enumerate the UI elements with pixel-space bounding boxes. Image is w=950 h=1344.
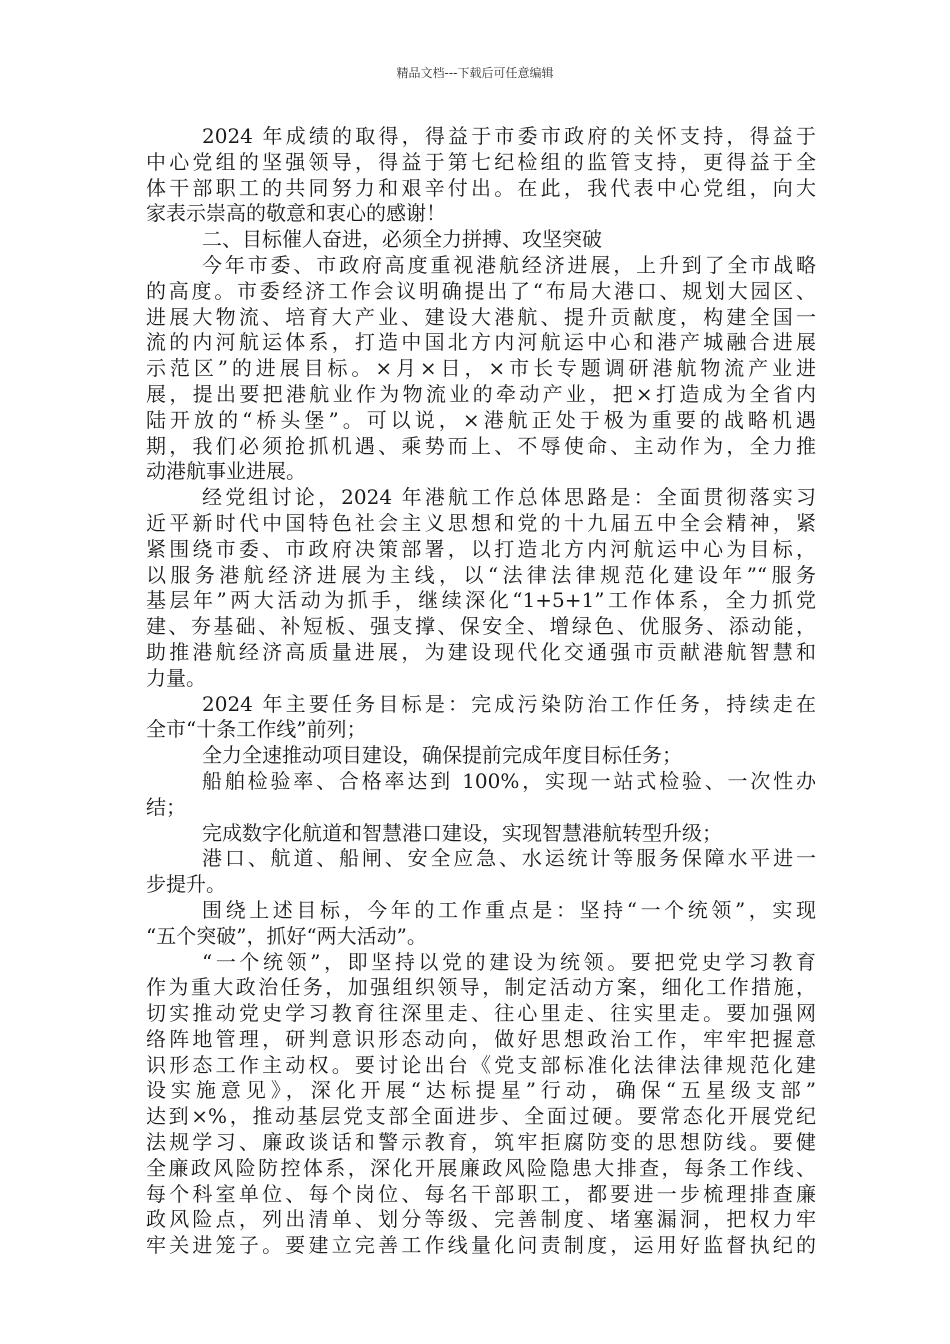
text-line: 围绕上述目标，今年的工作重点是：坚持“一个统领”，实现	[202, 897, 816, 922]
text-line: 助推港航经济高质量进展，为建设现代化交通强市贡献港航智慧和	[146, 639, 816, 664]
text-line: 紧围绕市委、市政府决策部署，以打造北方内河航运中心为目标，	[146, 536, 816, 561]
text-line: 识形态工作主动权。要讨论出台《党支部标准化法律法律规范化建	[146, 1052, 816, 1077]
text-line: 期，我们必须抢抓机遇、乘势而上、不辱使命、主动作为，全力推	[146, 433, 816, 458]
text-line: 船舶检验率、合格率达到 100%，实现一站式检验、一次性办	[202, 768, 816, 793]
text-line: “五个突破”，抓好“两大活动”。	[146, 923, 427, 948]
text-line: 政风险点，列出清单、划分等级、完善制度、堵塞漏洞，把权力牢	[146, 1207, 816, 1232]
text-line: 全力全速推动项目建设，确保提前完成年度目标任务；	[202, 743, 682, 768]
text-line: 建、夯基础、补短板、强支撑、保安全、增绿色、优服务、添动能，	[146, 614, 816, 639]
text-line: 步提升。	[146, 872, 226, 897]
text-line: 展，提出要把港航业作为物流业的牵动产业，把×打造成为全省内	[146, 381, 816, 406]
text-line: 二、目标催人奋进，必须全力拼搏、攻坚突破	[202, 227, 602, 252]
text-line: 的高度。市委经济工作会议明确提出了“布局大港口、规划大园区、	[146, 278, 816, 303]
page-header: 精品文档---下载后可任意编辑	[396, 66, 554, 80]
text-line: 每个科室单位、每个岗位、每名干部职工，都要进一步梳理排查廉	[146, 1181, 816, 1206]
text-line: 基层年”两大活动为抓手，继续深化“1+5+1”工作体系，全力抓党	[146, 588, 816, 613]
text-line: 中心党组的坚强领导，得益于第七纪检组的监管支持，更得益于全	[146, 149, 816, 174]
text-line: 家表示崇高的敬意和衷心的感谢！	[146, 201, 446, 226]
text-line: 结；	[146, 794, 186, 819]
text-line: 作为重大政治任务，加强组织领导，制定活动方案，细化工作措施，	[146, 975, 816, 1000]
text-line: 达到×%，推动基层党支部全面进步、全面过硬。要常态化开展党纪	[146, 1104, 816, 1129]
text-line: 设实施意见》，深化开展“达标提星”行动，确保“五星级支部”	[146, 1078, 816, 1103]
text-line: 进展大物流、培育大产业、建设大港航、提升贡献度，构建全国一	[146, 304, 816, 329]
text-line: 近平新时代中国特色社会主义思想和党的十九届五中全会精神，紧	[146, 510, 816, 535]
text-line: 力量。	[146, 665, 206, 690]
text-line: 体干部职工的共同努力和艰辛付出。在此，我代表中心党组，向大	[146, 175, 816, 200]
text-line: 牢关进笼子。要建立完善工作线量化问责制度，运用好监督执纪的	[146, 1233, 816, 1258]
text-line: 络阵地管理，研判意识形态动向，做好思想政治工作，牢牢把握意	[146, 1026, 816, 1051]
text-line: 港口、航道、船闸、安全应急、水运统计等服务保障水平进一	[202, 846, 816, 871]
text-line: 2024 年主要任务目标是：完成污染防治工作任务，持续走在	[202, 691, 816, 716]
text-line: 陆开放的“桥头堡”。可以说，×港航正处于极为重要的战略机遇	[146, 407, 816, 432]
text-line: 全市“十条工作线”前列；	[146, 717, 367, 742]
text-line: 经党组讨论，2024 年港航工作总体思路是：全面贯彻落实习	[202, 485, 816, 510]
document-body	[146, 124, 816, 1259]
text-line: 今年市委、市政府高度重视港航经济进展，上升到了全市战略	[202, 252, 816, 277]
text-line: 以服务港航经济进展为主线，以“法律法律规范化建设年”“服务	[146, 562, 816, 587]
text-line: 2024 年成绩的取得，得益于市委市政府的关怀支持，得益于	[202, 124, 816, 148]
text-line: 示范区”的进展目标。×月×日，×市长专题调研港航物流产业进	[146, 356, 816, 381]
text-line: 切实推动党史学习教育往深里走、往心里走、往实里走。要加强网	[146, 1001, 816, 1026]
text-line: 完成数字化航道和智慧港口建设，实现智慧港航转型升级；	[202, 820, 722, 845]
text-line: “一个统领”，即坚持以党的建设为统领。要把党史学习教育	[202, 949, 816, 974]
text-line: 法规学习、廉政谈话和警示教育，筑牢拒腐防变的思想防线。要健	[146, 1130, 816, 1155]
text-line: 流的内河航运体系，打造中国北方内河航运中心和港产城融合进展	[146, 330, 816, 355]
text-line: 动港航事业进展。	[146, 459, 306, 484]
text-line: 全廉政风险防控体系，深化开展廉政风险隐患大排查，每条工作线、	[146, 1155, 816, 1180]
